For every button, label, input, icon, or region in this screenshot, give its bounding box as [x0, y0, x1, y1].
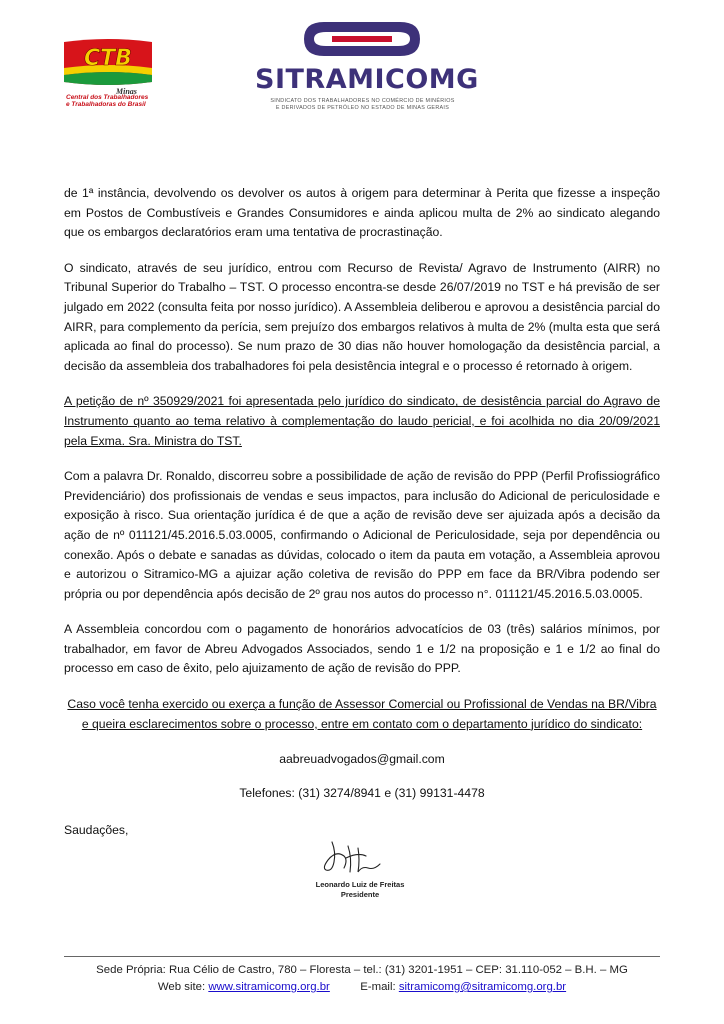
signer-name: Leonardo Luiz de Freitas — [315, 880, 405, 889]
ctb-region: Minas — [116, 87, 137, 96]
paragraph-5: A Assembleia concordou com o pagamento de honorários advocatícios de 03 (três) salários mínimos, por trabalhador, em favor de Abreu Advogados Associados, sendo 1 e 1/2 na proposição e 1 e 1/2 ao final do processo em caso de êxito, pelo ajuizamento de ação de revisão do PPP. — [64, 622, 660, 676]
website-label: Web site: — [157, 981, 206, 993]
sitramicomg-mark-icon — [302, 18, 422, 60]
ctb-subtitle — [66, 94, 148, 108]
ctb-subtitle-line-1: Central dos Trabalhadores — [66, 94, 149, 101]
paragraph-2: O sindicato, através de seu jurídico, entrou com Recurso de Revista/ Agravo de Instrumento (AIRR) no Tribunal Superior do Trabalho – TST. O processo encontra-se desde 26/07/2019 no TST e há previsão de ser julgado em 2022 (consulta feita por nosso jurídico). A Assembleia deliberou e aprovou a desistência parcial do AIRR, para complemento da perícia, sem prejuízo dos embargos relativos à multa de 2% (multa esta que será aplicada ao final do processo). Se num prazo de 30 dias não houver homologação da desistência parcial, a decisão da assembleia dos trabalhadores foi pela desistência integral e o processo é retornado à origem. — [64, 260, 660, 373]
footer — [64, 962, 660, 996]
paragraph-6-contact-callout: Caso você tenha exercido ou exerça a função de Assessor Comercial ou Profissional de Vendas na BR/Vibra e queira esclarecimentos sobre o processo, entre em contato com o departamento jurídico do sindicato: — [67, 697, 657, 731]
signer-role: Presidente — [340, 890, 380, 899]
handwritten-signature-icon — [314, 838, 394, 878]
footer-links — [64, 979, 660, 996]
sitramicomg-tagline — [255, 98, 470, 112]
sitramicomg-tagline-line-1: SINDICATO DOS TRABALHADORES NO COMÉRCIO DE MINÉRIOS — [270, 98, 455, 104]
lawyer-email: aabreuadvogados@gmail.com — [279, 752, 445, 767]
sitramicomg-logo — [255, 18, 479, 114]
paragraph-3-petition: A petição de nº 350929/2021 foi apresentada pelo jurídico do sindicato, de desistência parcial do Agravo de Instrumento quanto ao tema relativo à complementação do laudo pericial, e foi acolhida no dia 20/09/2021 pela Exma. Sra. Ministra do TST. — [64, 394, 660, 448]
website-link[interactable]: www.sitramicomg.org.br — [208, 981, 330, 993]
ctb-logo — [62, 38, 154, 108]
greeting: Saudações, — [64, 823, 129, 838]
ctb-flag-text: CTB — [84, 46, 132, 71]
ctb-flag-icon — [62, 38, 154, 86]
paragraph-4: Com a palavra Dr. Ronaldo, discorreu sobre a possibilidade de ação de revisão do PPP (Perfil Profissiográfico Previdenciário) dos profissionais de vendas e seus impactos, para inclusão do Adicional de periculosidade e exposição à risco. Sua orientação jurídica é de que a ação de revisão deve ser ajuizada após a decisão da ação de nº 011121/45.2016.5.03.0005, confirmando o Adicional de Periculosidade, seja por dependência ou conexão. Após o debate e sanadas as dúvidas, colocado o item da pauta em votação, a Assembleia aprovou e autorizou o Sitramico-MG a ajuizar ação coletiva de revisão do PPP em face da BR/Vibra podendo ser própria ou por dependência após decisão de 2º grau nos autos do processo n°. 011121/45.2016.5.03.0005. — [64, 469, 660, 601]
footer-address: Sede Própria: Rua Célio de Castro, 780 – Floresta – tel.: (31) 3201-1951 – CEP: 31.110-052 – B.H. – MG — [96, 964, 628, 976]
sitramicomg-tagline-line-2: E DERIVADOS DE PETRÓLEO NO ESTADO DE MINAS GERAIS — [275, 105, 450, 111]
signature-block — [300, 838, 420, 904]
letter-body — [64, 184, 660, 841]
email-label: E-mail: — [360, 981, 396, 993]
sitramicomg-name: SITRAMICOMG — [255, 64, 479, 95]
footer-divider — [64, 956, 660, 957]
phone-numbers: Telefones: (31) 3274/8941 e (31) 99131-4478 — [239, 785, 485, 800]
paragraph-1: de 1ª instância, devolvendo os devolver os autos à origem para determinar à Perita que fizesse a inspeção em Postos de Combustíveis e Grandes Consumidores e ainda aplicou multa de 2% ao sindicato alegando que os embargos declaratórios eram uma tentativa de procrastinação. — [64, 186, 660, 240]
ctb-subtitle-line-2: e Trabalhadoras do Brasil — [66, 101, 146, 108]
email-link[interactable]: sitramicomg@sitramicomg.org.br — [398, 981, 567, 993]
